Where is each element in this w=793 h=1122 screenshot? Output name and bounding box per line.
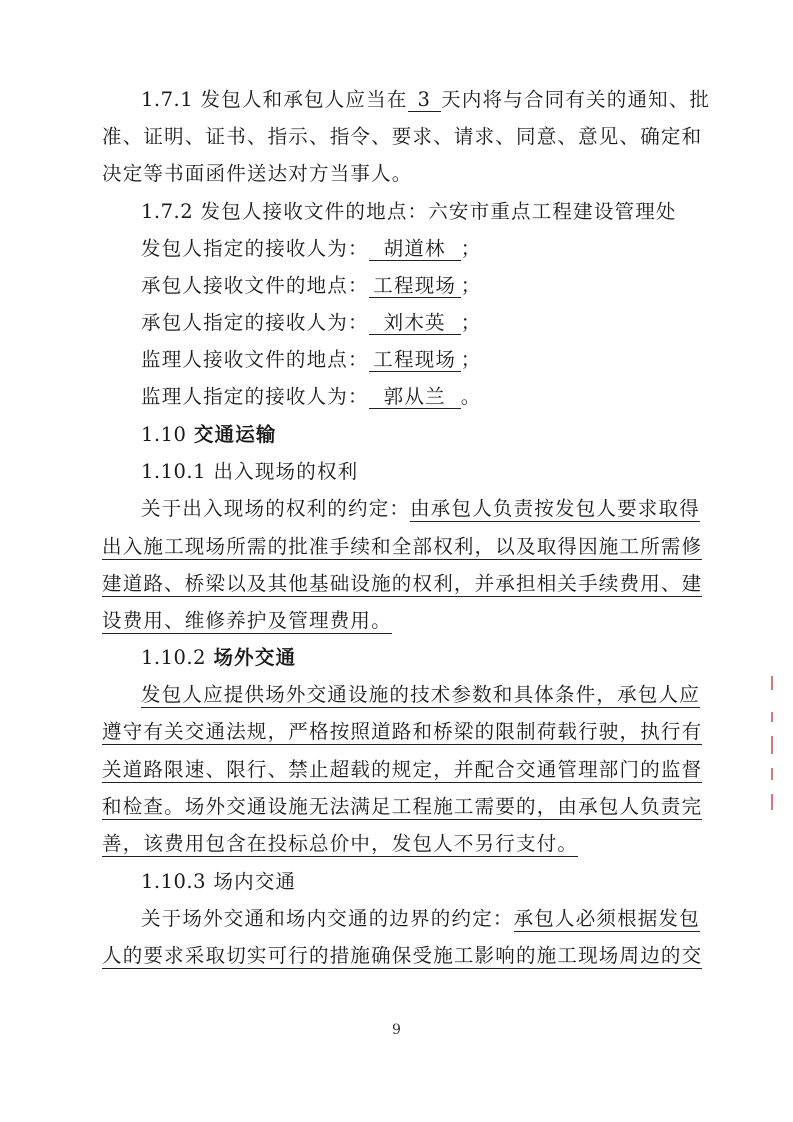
section-heading-1-10-3: 1.10.3 场内交通 [141,870,297,893]
clause-1-10-1-line-2: 出入施工现场所需的批准手续和全部权利，以及取得因施工所需修 [102,535,703,558]
clause-1-7-1-line-3: 决定等书面函件送达对方当事人。 [102,162,413,185]
receiver-row: 监理人指定的接收人为： 郭从兰 。 [141,385,482,408]
clause-1-10-2-line-4: 和检查。场外交通设施无法满足工程施工需要的，由承包人负责完 [102,795,703,818]
clause-1-10-2-line-2: 遵守有关交通法规，严格按照道路和桥梁的限制荷载行驶，执行有 [102,720,703,743]
clause-1-10-3-line-2: 人的要求采取切实可行的措施确保受施工影响的施工现场周边的交 [102,944,703,967]
clause-1-7-2-line-1: 1.7.2 发包人接收文件的地点：六安市重点工程建设管理处 [141,200,677,223]
clause-1-10-2-line-1: 发包人应提供场外交通设施的技术参数和具体条件，承包人应 [141,683,700,706]
receiver-value: 郭从兰 [369,386,461,409]
receiver-value: 工程现场 [369,275,461,298]
receiver-row: 承包人接收文件的地点： 工程现场 ； [141,274,482,297]
receiver-row: 承包人指定的接收人为： 刘木英 ； [141,311,482,334]
clause-1-10-2-line-5: 善，该费用包含在投标总价中，发包人不另行支付。 [102,832,579,855]
clause-1-10-1-line-1: 关于出入现场的权利的约定：由承包人负责按发包人要求取得 [141,497,700,520]
section-heading-1-10-1: 1.10.1 出入现场的权利 [141,460,359,483]
clause-1-10-3-line-1: 关于场外交通和场内交通的边界的约定：承包人必须根据发包 [141,907,700,930]
seal-edge-marks [771,676,777,816]
receiver-value: 工程现场 [369,349,461,372]
receiver-value: 刘木英 [369,312,461,335]
section-heading-1-10-2: 1.10.2 场外交通 [141,646,297,669]
receiver-row: 监理人接收文件的地点： 工程现场 ； [141,348,482,371]
receiver-value: 胡道林 [369,238,461,261]
clause-1-10-1-line-3: 建道路、桥梁以及其他基础设施的权利，并承担相关手续费用、建 [102,572,703,595]
days-value: 3 [408,88,442,112]
clause-1-10-2-line-3: 关道路限速、限行、禁止超载的规定，并配合交通管理部门的监督 [102,758,703,781]
clause-number: 1.7.2 [141,200,194,223]
section-heading-1-10: 1.10 交通运输 [141,423,277,446]
clause-1-10-1-line-4: 设费用、维修养护及管理费用。 [102,609,392,632]
page-number: 9 [392,1022,401,1038]
clause-1-7-1-line-1: 1.7.1 发包人和承包人应当在 3 天内将与合同有关的通知、批 [141,88,711,111]
receiver-row: 发包人指定的接收人为： 胡道林 ； [141,237,482,260]
clause-number: 1.7.1 [141,88,194,111]
clause-1-7-1-line-2: 准、证明、证书、指示、指令、要求、请求、同意、意见、确定和 [102,125,703,148]
